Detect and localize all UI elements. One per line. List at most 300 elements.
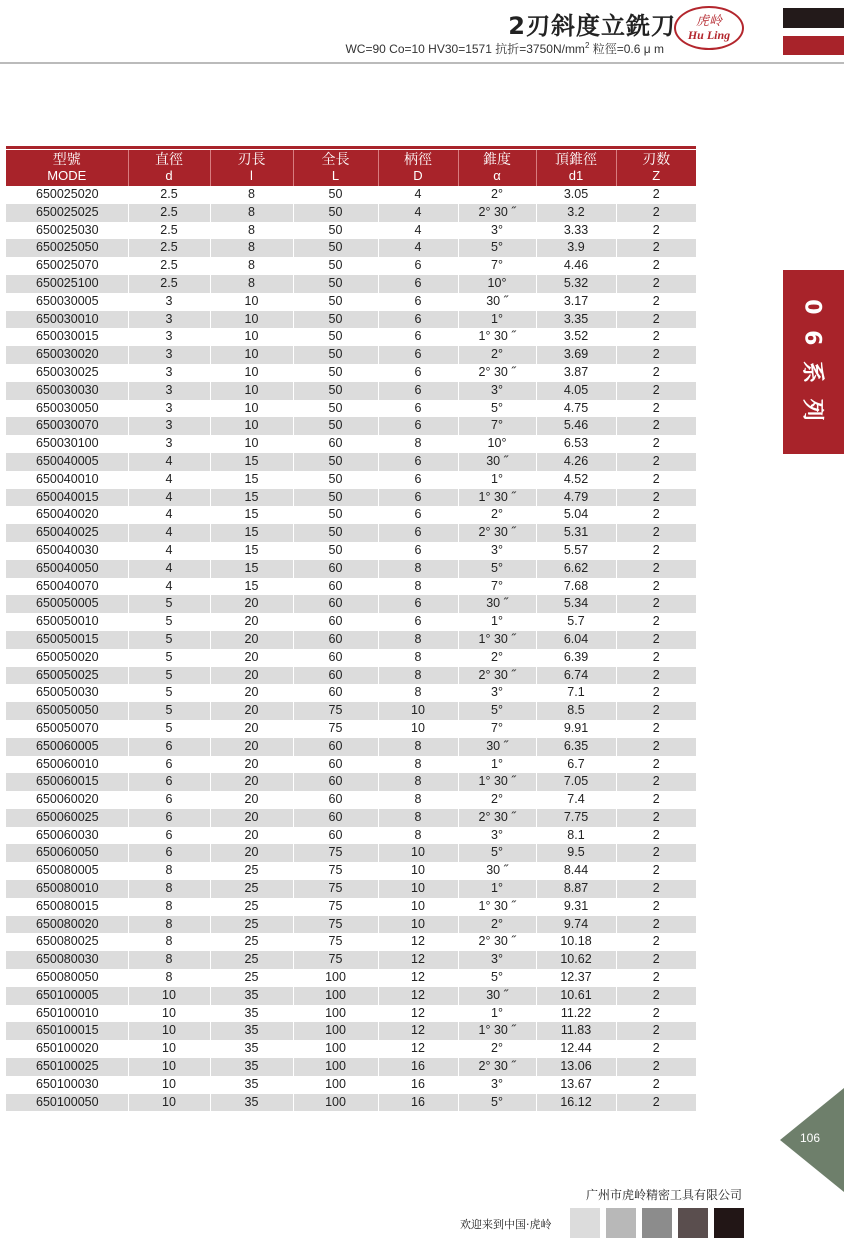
table-cell: 13.67 <box>536 1076 616 1094</box>
table-row <box>6 933 696 951</box>
company-name: 广州市虎岭精密工具有限公司 <box>585 1188 742 1202</box>
table-cell: 5 <box>128 720 210 738</box>
table-cell: 8 <box>378 756 458 774</box>
table-cell: 8 <box>378 631 458 649</box>
table-cell: 11.22 <box>536 1005 616 1023</box>
table-cell: 35 <box>210 1058 293 1076</box>
table-cell: 650030015 <box>6 328 128 346</box>
table-cell: 50 <box>293 506 378 524</box>
table-cell: 2 <box>616 702 696 720</box>
table-cell: 10 <box>128 1040 210 1058</box>
table-cell: 6.7 <box>536 756 616 774</box>
table-cell: 10° <box>458 435 536 453</box>
table-cell: 2 <box>616 809 696 827</box>
table-cell: 2° <box>458 791 536 809</box>
table-cell: 2° 30 ˝ <box>458 809 536 827</box>
table-cell: 2° <box>458 1040 536 1058</box>
table-cell: 2 <box>616 880 696 898</box>
table-cell: 6 <box>128 827 210 845</box>
table-cell: 8 <box>378 684 458 702</box>
table-cell: 20 <box>210 631 293 649</box>
table-cell: 50 <box>293 239 378 257</box>
column-header-symbol: Z <box>652 168 661 183</box>
table-cell: 650040020 <box>6 506 128 524</box>
table-cell: 650030050 <box>6 400 128 418</box>
table-cell: 35 <box>210 1094 293 1112</box>
column-header-symbol: d <box>165 168 173 183</box>
color-swatch <box>642 1208 672 1238</box>
table-cell: 3 <box>128 382 210 400</box>
table-cell: 5.46 <box>536 417 616 435</box>
table-cell: 3.9 <box>536 239 616 257</box>
table-cell: 10 <box>378 916 458 934</box>
table-cell: 5.04 <box>536 506 616 524</box>
table-row <box>6 987 696 1005</box>
table-cell: 60 <box>293 435 378 453</box>
column-header-label: 直徑 <box>155 152 183 168</box>
table-row <box>6 275 696 293</box>
table-cell: 650100015 <box>6 1022 128 1040</box>
table-cell: 7° <box>458 578 536 596</box>
table-cell: 3.69 <box>536 346 616 364</box>
column-header <box>6 150 128 186</box>
table-row <box>6 1040 696 1058</box>
table-row <box>6 862 696 880</box>
table-cell: 75 <box>293 898 378 916</box>
table-cell: 10 <box>210 364 293 382</box>
table-cell: 2 <box>616 1076 696 1094</box>
table-cell: 4.05 <box>536 382 616 400</box>
table-cell: 2 <box>616 827 696 845</box>
color-swatch <box>714 1208 744 1238</box>
table-cell: 6 <box>378 328 458 346</box>
table-cell: 6.04 <box>536 631 616 649</box>
table-cell: 650025030 <box>6 222 128 240</box>
table-row <box>6 951 696 969</box>
table-cell: 5 <box>128 702 210 720</box>
table-cell: 25 <box>210 969 293 987</box>
column-header <box>536 150 616 186</box>
table-cell: 7.05 <box>536 773 616 791</box>
table-cell: 5.31 <box>536 524 616 542</box>
table-cell: 6.74 <box>536 667 616 685</box>
table-cell: 650030020 <box>6 346 128 364</box>
table-cell: 50 <box>293 382 378 400</box>
table-cell: 10.61 <box>536 987 616 1005</box>
table-cell: 50 <box>293 346 378 364</box>
table-cell: 5° <box>458 969 536 987</box>
table-cell: 1° 30 ˝ <box>458 489 536 507</box>
table-cell: 20 <box>210 595 293 613</box>
table-cell: 5 <box>128 613 210 631</box>
table-cell: 5.32 <box>536 275 616 293</box>
table-cell: 2 <box>616 1040 696 1058</box>
table-cell: 20 <box>210 809 293 827</box>
table-cell: 2° <box>458 506 536 524</box>
table-cell: 8 <box>378 435 458 453</box>
column-header-symbol: α <box>493 168 501 183</box>
table-cell: 650030030 <box>6 382 128 400</box>
table-cell: 4 <box>128 578 210 596</box>
table-cell: 2 <box>616 524 696 542</box>
column-header-symbol: L <box>331 168 340 183</box>
table-cell: 1° 30 ˝ <box>458 1022 536 1040</box>
table-cell: 3 <box>128 400 210 418</box>
color-swatch <box>606 1208 636 1238</box>
table-cell: 2° 30 ˝ <box>458 524 536 542</box>
table-cell: 16 <box>378 1058 458 1076</box>
table-row <box>6 738 696 756</box>
table-cell: 5° <box>458 702 536 720</box>
table-cell: 650030010 <box>6 311 128 329</box>
table-cell: 8 <box>378 578 458 596</box>
table-cell: 650100020 <box>6 1040 128 1058</box>
table-cell: 5 <box>128 649 210 667</box>
table-cell: 4 <box>128 489 210 507</box>
table-cell: 2 <box>616 631 696 649</box>
table-cell: 8.87 <box>536 880 616 898</box>
series-tab <box>783 270 844 454</box>
table-cell: 1° <box>458 1005 536 1023</box>
table-cell: 8 <box>128 862 210 880</box>
table-cell: 50 <box>293 204 378 222</box>
table-cell: 25 <box>210 933 293 951</box>
table-cell: 75 <box>293 702 378 720</box>
welcome-text: 欢迎来到中国·虎岭 <box>460 1218 552 1231</box>
table-cell: 650050050 <box>6 702 128 720</box>
table-cell: 650050030 <box>6 684 128 702</box>
table-cell: 8 <box>210 186 293 204</box>
table-cell: 16.12 <box>536 1094 616 1112</box>
table-row <box>6 649 696 667</box>
table-cell: 50 <box>293 222 378 240</box>
table-cell: 2 <box>616 435 696 453</box>
table-row <box>6 1022 696 1040</box>
table-cell: 75 <box>293 720 378 738</box>
table-cell: 2 <box>616 649 696 667</box>
column-header <box>128 150 210 186</box>
column-header-label: 刃数 <box>642 152 671 168</box>
table-cell: 75 <box>293 862 378 880</box>
color-swatch <box>678 1208 708 1238</box>
table-cell: 30 ˝ <box>458 453 536 471</box>
table-cell: 12 <box>378 1040 458 1058</box>
table-cell: 650060005 <box>6 738 128 756</box>
table-cell: 650040030 <box>6 542 128 560</box>
table-cell: 2° <box>458 186 536 204</box>
table-cell: 25 <box>210 916 293 934</box>
table-cell: 6 <box>378 524 458 542</box>
table-cell: 2 <box>616 275 696 293</box>
table-cell: 1° <box>458 880 536 898</box>
table-cell: 7° <box>458 257 536 275</box>
table-cell: 10 <box>378 720 458 738</box>
table-cell: 12 <box>378 987 458 1005</box>
table-cell: 50 <box>293 186 378 204</box>
header-bar-red <box>783 36 844 55</box>
table-cell: 5 <box>128 684 210 702</box>
column-header-label: 柄徑 <box>404 152 432 168</box>
column-header-symbol: l <box>250 168 253 183</box>
table-cell: 8 <box>128 916 210 934</box>
table-cell: 4.46 <box>536 257 616 275</box>
table-cell: 5° <box>458 400 536 418</box>
table-cell: 6 <box>128 756 210 774</box>
table-cell: 9.91 <box>536 720 616 738</box>
table-row <box>6 684 696 702</box>
table-cell: 10 <box>378 880 458 898</box>
table-cell: 30 ˝ <box>458 595 536 613</box>
table-cell: 7.68 <box>536 578 616 596</box>
column-header <box>210 150 293 186</box>
table-cell: 2 <box>616 898 696 916</box>
table-cell: 4 <box>128 560 210 578</box>
table-cell: 8.44 <box>536 862 616 880</box>
table-cell: 3.2 <box>536 204 616 222</box>
table-row <box>6 382 696 400</box>
table-cell: 650030005 <box>6 293 128 311</box>
table-cell: 10 <box>378 702 458 720</box>
table-cell: 11.83 <box>536 1022 616 1040</box>
table-cell: 10 <box>128 1058 210 1076</box>
table-cell: 50 <box>293 364 378 382</box>
table-cell: 60 <box>293 738 378 756</box>
table-cell: 2 <box>616 417 696 435</box>
series-tab-label: 0 6 系 列 <box>799 299 824 425</box>
spec-table <box>6 150 696 1111</box>
table-cell: 100 <box>293 1022 378 1040</box>
table-cell: 60 <box>293 756 378 774</box>
table-cell: 10 <box>378 844 458 862</box>
table-cell: 8 <box>128 969 210 987</box>
table-cell: 6.62 <box>536 560 616 578</box>
table-cell: 50 <box>293 275 378 293</box>
table-cell: 650050015 <box>6 631 128 649</box>
table-cell: 12 <box>378 969 458 987</box>
table-row <box>6 969 696 987</box>
table-cell: 100 <box>293 1094 378 1112</box>
table-cell: 60 <box>293 613 378 631</box>
table-cell: 2° <box>458 346 536 364</box>
table-cell: 6 <box>378 595 458 613</box>
table-cell: 60 <box>293 578 378 596</box>
table-cell: 35 <box>210 1076 293 1094</box>
table-cell: 650080010 <box>6 880 128 898</box>
table-cell: 5° <box>458 560 536 578</box>
table-cell: 3 <box>128 364 210 382</box>
table-cell: 10.18 <box>536 933 616 951</box>
spec-suffix: 粒徑=0.6 μ m <box>589 42 664 56</box>
table-cell: 6 <box>378 453 458 471</box>
table-cell: 50 <box>293 417 378 435</box>
table-row <box>6 667 696 685</box>
table-cell: 3.35 <box>536 311 616 329</box>
table-cell: 100 <box>293 1058 378 1076</box>
spec-superscript: 2 <box>584 41 590 50</box>
table-cell: 8 <box>378 649 458 667</box>
table-cell: 60 <box>293 684 378 702</box>
table-cell: 2 <box>616 916 696 934</box>
table-cell: 6 <box>128 773 210 791</box>
table-cell: 650040070 <box>6 578 128 596</box>
table-cell: 10 <box>378 898 458 916</box>
table-cell: 25 <box>210 862 293 880</box>
table-cell: 2 <box>616 346 696 364</box>
table-cell: 100 <box>293 1005 378 1023</box>
table-cell: 12.37 <box>536 969 616 987</box>
table-cell: 7.4 <box>536 791 616 809</box>
table-cell: 6 <box>378 364 458 382</box>
table-cell: 75 <box>293 844 378 862</box>
table-cell: 16 <box>378 1076 458 1094</box>
table-cell: 8.1 <box>536 827 616 845</box>
table-row <box>6 791 696 809</box>
column-header-symbol: d1 <box>568 168 584 183</box>
table-cell: 3.33 <box>536 222 616 240</box>
table-cell: 8 <box>210 222 293 240</box>
brand-logo <box>674 6 744 50</box>
table-cell: 6 <box>378 311 458 329</box>
table-row <box>6 453 696 471</box>
table-cell: 3 <box>128 417 210 435</box>
table-cell: 7° <box>458 720 536 738</box>
table-cell: 650080015 <box>6 898 128 916</box>
table-cell: 9.74 <box>536 916 616 934</box>
table-cell: 650025050 <box>6 239 128 257</box>
table-row <box>6 1005 696 1023</box>
table-cell: 9.31 <box>536 898 616 916</box>
table-cell: 650060030 <box>6 827 128 845</box>
table-cell: 6.39 <box>536 649 616 667</box>
table-cell: 20 <box>210 773 293 791</box>
table-cell: 7° <box>458 417 536 435</box>
page-title: 2刃斜度立銑刀 <box>508 12 676 40</box>
table-cell: 8 <box>210 275 293 293</box>
table-cell: 2.5 <box>128 239 210 257</box>
table-cell: 2 <box>616 667 696 685</box>
table-cell: 2 <box>616 471 696 489</box>
table-cell: 2 <box>616 933 696 951</box>
table-cell: 50 <box>293 293 378 311</box>
table-row <box>6 595 696 613</box>
table-cell: 3 <box>128 328 210 346</box>
table-row <box>6 311 696 329</box>
table-cell: 1° <box>458 311 536 329</box>
table-cell: 2.5 <box>128 222 210 240</box>
table-cell: 3 <box>128 346 210 364</box>
table-row <box>6 471 696 489</box>
table-cell: 15 <box>210 506 293 524</box>
column-header <box>616 150 696 186</box>
table-cell: 8 <box>378 738 458 756</box>
table-cell: 60 <box>293 827 378 845</box>
table-cell: 2 <box>616 1005 696 1023</box>
table-cell: 8 <box>128 951 210 969</box>
table-cell: 5 <box>128 667 210 685</box>
table-cell: 3 <box>128 293 210 311</box>
table-cell: 650050025 <box>6 667 128 685</box>
table-cell: 5° <box>458 239 536 257</box>
table-cell: 6 <box>128 844 210 862</box>
table-cell: 4 <box>128 542 210 560</box>
table-cell: 5.34 <box>536 595 616 613</box>
table-cell: 2° 30 ˝ <box>458 1058 536 1076</box>
table-cell: 20 <box>210 791 293 809</box>
table-cell: 75 <box>293 933 378 951</box>
table-row <box>6 186 696 204</box>
table-cell: 10 <box>128 987 210 1005</box>
table-cell: 2 <box>616 382 696 400</box>
logo-english-text: Hu Ling <box>687 27 731 42</box>
table-cell: 5 <box>128 631 210 649</box>
table-row <box>6 417 696 435</box>
table-cell: 3 <box>128 311 210 329</box>
table-cell: 3° <box>458 222 536 240</box>
table-cell: 10 <box>128 1022 210 1040</box>
table-row <box>6 293 696 311</box>
table-row <box>6 773 696 791</box>
table-cell: 2 <box>616 400 696 418</box>
table-cell: 12 <box>378 1022 458 1040</box>
table-cell: 2 <box>616 613 696 631</box>
table-cell: 3° <box>458 1076 536 1094</box>
table-cell: 100 <box>293 1076 378 1094</box>
table-row <box>6 880 696 898</box>
table-cell: 6 <box>128 738 210 756</box>
table-cell: 650030070 <box>6 417 128 435</box>
table-row <box>6 613 696 631</box>
table-cell: 4.75 <box>536 400 616 418</box>
table-cell: 650040005 <box>6 453 128 471</box>
table-cell: 1° 30 ˝ <box>458 898 536 916</box>
table-cell: 1° <box>458 471 536 489</box>
table-row <box>6 720 696 738</box>
table-cell: 6 <box>378 417 458 435</box>
column-header-label: 全長 <box>321 152 350 168</box>
table-cell: 2° <box>458 649 536 667</box>
table-cell: 2 <box>616 773 696 791</box>
table-cell: 4 <box>128 506 210 524</box>
table-cell: 15 <box>210 542 293 560</box>
table-cell: 2.5 <box>128 275 210 293</box>
table-row <box>6 560 696 578</box>
table-cell: 2.5 <box>128 186 210 204</box>
table-cell: 6 <box>378 613 458 631</box>
table-row <box>6 631 696 649</box>
table-cell: 10 <box>210 328 293 346</box>
table-cell: 100 <box>293 987 378 1005</box>
column-header-label: 錐度 <box>483 152 511 168</box>
table-cell: 50 <box>293 489 378 507</box>
table-cell: 2 <box>616 257 696 275</box>
table-cell: 20 <box>210 649 293 667</box>
table-cell: 650025100 <box>6 275 128 293</box>
table-row <box>6 257 696 275</box>
table-cell: 6 <box>378 275 458 293</box>
table-cell: 60 <box>293 773 378 791</box>
column-header-label: 頂錐徑 <box>555 152 597 168</box>
table-cell: 8 <box>128 898 210 916</box>
table-cell: 75 <box>293 951 378 969</box>
table-cell: 30 ˝ <box>458 862 536 880</box>
table-cell: 2 <box>616 453 696 471</box>
table-cell: 12 <box>378 1005 458 1023</box>
table-cell: 4.26 <box>536 453 616 471</box>
table-cell: 650080005 <box>6 862 128 880</box>
table-cell: 4 <box>378 186 458 204</box>
table-cell: 6.53 <box>536 435 616 453</box>
table-cell: 650030100 <box>6 435 128 453</box>
